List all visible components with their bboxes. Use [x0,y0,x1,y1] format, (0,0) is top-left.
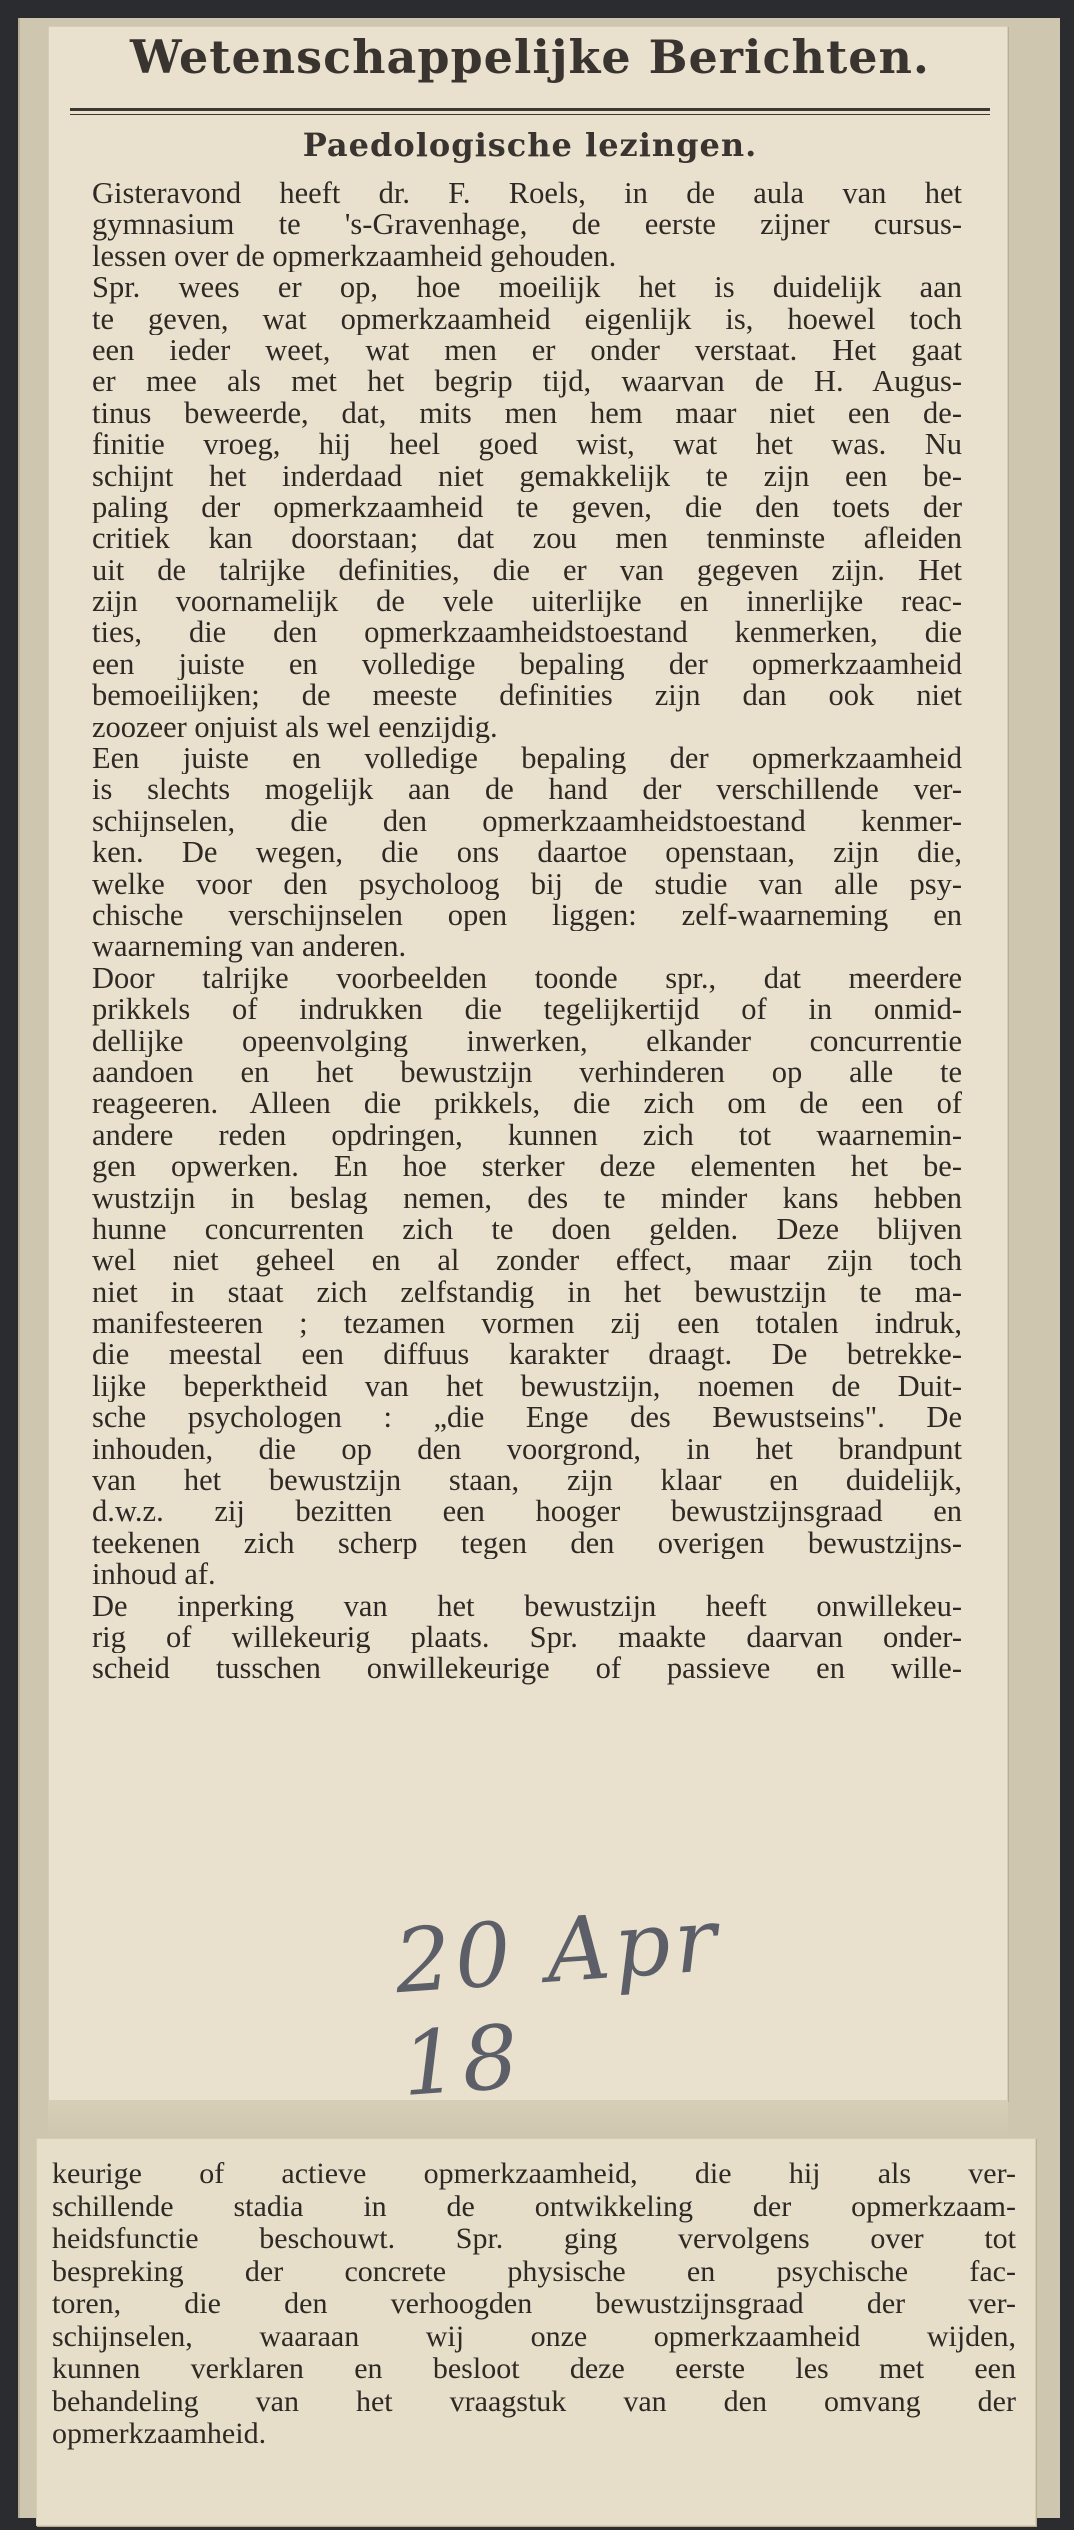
text-line: die meestal een diffuus karakter draagt. De betrekke- [92,1339,962,1371]
text-line: inhouden, die op den voorgrond, in het brandpunt [92,1433,962,1466]
text-line: zoozeer onjuist als wel eenzijdig. [92,711,498,744]
text-line: lijke beperktheid van het bewustzijn, noemen de Duit- [92,1370,962,1403]
section-header: Wetenschappelijke Berichten. [130,30,930,84]
text-line: chische verschijnselen open liggen: zelf-waarneming en [92,899,962,932]
text-line: keurige of actieve opmerkzaamheid, die hij als ver- [52,2158,1016,2190]
text-line: andere reden opdringen, kunnen zich tot waarnemin- [92,1119,962,1152]
article-body-top [92,178,962,1685]
text-line: rig of willekeurig plaats. Spr. maakte daarvan onder- [92,1621,962,1654]
text-line: toren, die den verhoogden bewustzijnsgraad der ver- [52,2288,1016,2320]
text-line: niet in staat zich zelfstandig in het bewustzijn te ma- [92,1276,962,1309]
article-body-bottom [52,2158,1016,2451]
text-line: Een juiste en volledige bepaling der opmerkzaamheid [92,743,962,775]
text-line: behandeling van het vraagstuk van den omvang der [52,2385,1016,2418]
text-line: schillende stadia in de ontwikkeling der opmerkzaam- [52,2190,1016,2223]
text-line: Spr. wees er op, hoe moeilijk het is duidelijk aan [92,272,962,304]
text-line: ken. De wegen, die ons daartoe openstaan, zijn die, [92,837,962,869]
text-line: prikkels of indrukken die tegelijkertijd of in onmid- [92,994,962,1026]
text-line: reageeren. Alleen die prikkels, die zich om de een of [92,1088,962,1120]
header-rule-thin [70,114,990,115]
text-line: paling der opmerkzaamheid te geven, die den toets der [92,491,962,524]
text-line: tinus beweerde, dat, mits men hem maar niet een de- [92,397,962,430]
text-line: ties, die den opmerkzaamheidstoestand kenmerken, die [92,617,962,649]
text-line: heidsfunctie beschouwt. Spr. ging vervolgens over tot [52,2223,1016,2255]
text-line: d.w.z. zij bezitten een hooger bewustzijnsgraad en [92,1496,962,1528]
text-line: Door talrijke voorbeelden toonde spr., dat meerdere [92,962,962,995]
text-line: dellijke opeenvolging inwerken, elkander concurrentie [92,1025,962,1057]
article-title: Paedologische lezingen. [302,126,758,164]
handwritten-date: 20 Apr 18 [391,1887,724,2116]
text-line: Gisteravond heeft dr. F. Roels, in de aula van het [92,178,962,210]
text-line: van het bewustzijn staan, zijn klaar en duidelijk, [92,1465,962,1497]
text-line: sche psychologen : „die Enge des Bewustseins". De [92,1402,962,1434]
text-line: gen opwerken. En hoe sterker deze elementen het be- [92,1151,962,1183]
text-line: schijnt het inderdaad niet gemakkelijk te zijn een be- [92,460,962,492]
text-line: een juiste en volledige bepaling der opmerkzaamheid [92,648,962,681]
clipping-gap [48,2100,1008,2138]
text-line: inhoud af. [92,1559,216,1591]
text-line: gymnasium te 's-Gravenhage, de eerste zijner cursus- [92,209,962,241]
text-line: bemoeilijken; de meeste definities zijn dan ook niet [92,680,962,712]
text-line: lessen over de opmerkzaamheid gehouden. [92,240,617,273]
text-line: wel niet geheel en al zonder effect, maar zijn toch [92,1245,962,1277]
text-line: critiek kan doorstaan; dat zou men tenminste afleiden [92,523,962,555]
text-line: er mee als met het begrip tijd, waarvan de H. Augus- [92,366,962,398]
text-line: De inperking van het bewustzijn heeft onwillekeu- [92,1590,962,1622]
header-rule [70,108,990,111]
text-line: waarneming van anderen. [92,931,407,963]
text-line: manifesteeren ; tezamen vormen zij een totalen indruk, [92,1308,962,1340]
text-line: welke voor den psycholoog bij de studie van alle psy- [92,868,962,900]
text-line: te geven, wat opmerkzaamheid eigenlijk is, hoewel toch [92,303,962,335]
text-line: een ieder weet, wat men er onder verstaat. Het gaat [92,334,962,367]
text-line: teekenen zich scherp tegen den overigen bewustzijns- [92,1527,962,1560]
text-line: opmerkzaamheid. [52,2418,267,2450]
text-line: uit de talrijke definities, die er van gegeven zijn. Het [92,554,962,587]
text-line: is slechts mogelijk aan de hand der verschillende ver- [92,774,962,806]
text-line: bespreking der concrete physische en psychische fac- [52,2255,1016,2288]
text-line: finitie vroeg, hij heel goed wist, wat het was. Nu [92,429,962,461]
text-line: wustzijn in beslag nemen, des te minder kans hebben [92,1182,962,1214]
text-line: schijnselen, waaraan wij onze opmerkzaamheid wijden, [52,2320,1016,2353]
text-line: aandoen en het bewustzijn verhinderen op alle te [92,1056,962,1089]
text-line: scheid tusschen onwillekeurige of passieve en wille- [92,1653,962,1685]
text-line: schijnselen, die den opmerkzaamheidstoestand kenmer- [92,805,962,838]
text-line: kunnen verklaren en besloot deze eerste les met een [52,2353,1016,2385]
text-line: zijn voornamelijk de vele uiterlijke en innerlijke reac- [92,586,962,618]
text-line: hunne concurrenten zich te doen gelden. Deze blijven [92,1213,962,1246]
